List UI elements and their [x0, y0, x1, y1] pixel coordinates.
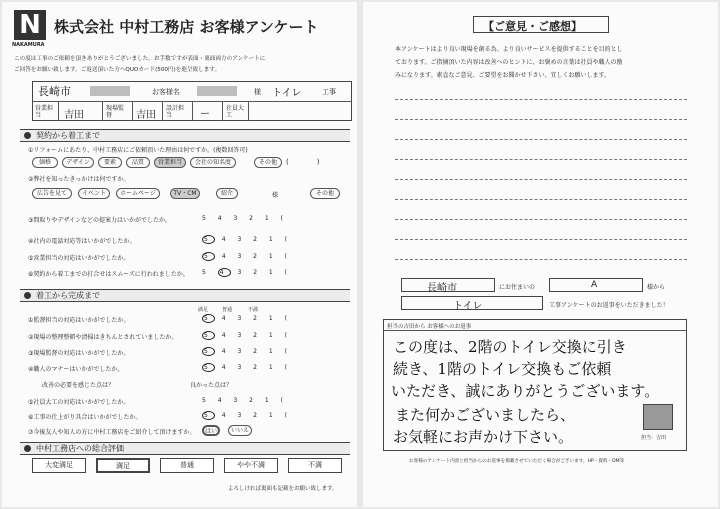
reason-option-4[interactable]: 営業担当: [154, 157, 186, 168]
reason-option-5[interactable]: 会社の知名度: [190, 157, 236, 168]
resident-label: にお住まいの: [499, 284, 536, 291]
s2-question-2: ②現場の整理整頓や清掃はきちんとされていましたか。: [28, 334, 178, 341]
customer-name-redacted-2: [197, 86, 237, 96]
intro-line-1: この度は工事のご依頼を頂きありがとうございました。お手数ですが表面・裏面両方のアンケートに: [14, 56, 266, 62]
reason-other-paren: ( ): [286, 158, 320, 166]
publication-note: お客様のアンケート内容と担当からのお返事を掲載させていただく場合がございます。HP・資料・DM等: [409, 459, 625, 464]
intro-line-2: ご回答をお願い致します。ご返送頂いた方へQUOカード(500円)を進呈致します。: [14, 67, 221, 73]
sales-name: 吉田: [64, 110, 84, 121]
section3-title: 中村工務店への総合評価: [36, 444, 124, 453]
customer-name-redacted: [90, 86, 130, 96]
reply-line-2: 続き、1階のトイレ交換もご依頼: [393, 360, 612, 378]
rating-very-satisfied[interactable]: 大変満足: [32, 458, 86, 473]
section1-title: 契約から着工まで: [36, 131, 100, 140]
customer-initial: A: [591, 280, 598, 290]
s2-question-5: ⑤社員大工の対応はいかがでしたか。: [28, 399, 130, 406]
s2-score-2[interactable]: 5 4 3 2 1 (: [204, 332, 292, 339]
section-start-to-completion: [20, 289, 350, 302]
s1-question-4: ④社内の電話対応等はいかがでしたか。: [28, 238, 136, 245]
how-option-4[interactable]: 紹介: [216, 188, 238, 199]
reply-city: 長崎市: [427, 283, 457, 294]
how-honorific: 様: [272, 192, 279, 199]
s2-question-6: ⑥工事の仕上がり具合はいかがでしたか。: [28, 414, 142, 421]
reply-line-4: また何かございましたら、: [395, 406, 576, 424]
q-how: ②弊社を知ったきっかけは何ですか。: [28, 176, 130, 183]
from-label: 様から: [647, 284, 666, 291]
how-option-6[interactable]: その他: [310, 188, 340, 199]
s2-question-1: ①監督担当の対応はいかがでしたか。: [28, 317, 130, 324]
staff-caption: 担当：吉田: [641, 435, 667, 441]
survey-title: 株式会社 中村工務店 お客様アンケート: [54, 18, 319, 36]
section2-title: 着工から完成まで: [36, 291, 100, 300]
comments-title: 【ご意見・ご感想】: [483, 20, 582, 33]
rating-satisfied[interactable]: 満足: [96, 458, 150, 473]
reason-option-1[interactable]: デザイン: [62, 157, 94, 168]
work-type-value: トイレ: [272, 88, 302, 99]
company-logo: N: [14, 10, 46, 40]
customer-label: お客様名: [152, 88, 180, 96]
s1-score-4[interactable]: 5 4 3 2 1 (: [204, 236, 292, 243]
s2-question-4: ④職人のマナーはいかがでしたか。: [28, 366, 124, 373]
site-name: 吉田: [136, 110, 156, 121]
site-label: 現場監督: [106, 105, 125, 119]
s1-question-5: ⑤営業担当の対応はいかがでしたか。: [28, 255, 130, 262]
city-value: 長崎市: [38, 85, 71, 98]
honorific: 様: [254, 88, 261, 96]
survey-back-page: [363, 2, 718, 507]
reason-option-3[interactable]: 品質: [126, 157, 150, 168]
recommend-no[interactable]: いいえ: [228, 425, 252, 436]
reason-option-2[interactable]: 要素: [98, 157, 122, 168]
reply-header: 担当の吉田から お客様へのお返事: [387, 324, 472, 330]
s2-score-5[interactable]: 5 4 3 2 1 (: [202, 397, 288, 404]
s2-good-label: 良かった点は？: [190, 382, 233, 389]
recommend-yes[interactable]: はい: [202, 425, 220, 436]
how-option-2[interactable]: ホームページ: [116, 188, 160, 199]
design-name: ー: [200, 109, 210, 120]
s1-score-6[interactable]: 5 4 3 2 1 (: [202, 269, 292, 276]
scale-header-low: 不満: [248, 307, 259, 313]
s1-score-5[interactable]: 5 4 3 2 1 (: [204, 253, 292, 260]
design-label: 設計担当: [166, 105, 185, 119]
s2-question-3: ③現場監督の対応はいかがでしたか。: [28, 350, 130, 357]
comments-intro-3: みになります。素直なご意見、ご要望をお聞かせ下さい。宜しくお願いします。: [395, 72, 611, 79]
s1-score-3[interactable]: 5 4 3 2 1 (: [202, 215, 288, 222]
s2-score-4[interactable]: 5 4 3 2 1 (: [204, 364, 292, 371]
work-suffix: 工事: [322, 88, 336, 96]
reply-line-5: お気軽にお声かけ下さい。: [393, 428, 574, 446]
rating-neutral[interactable]: 普通: [160, 458, 214, 473]
rating-dissatisfied[interactable]: 不満: [288, 458, 342, 473]
comments-intro-2: ております。ご指摘頂いた内容は改善へのヒントに、お褒めの言葉は社員や職人の励: [395, 59, 623, 66]
s2-improve-label: 改善の必要を感じた点は？: [42, 382, 115, 389]
comments-intro-1: 本アンケートはより良い現場を創る為、より良いサービスを提供することを目的とし: [395, 46, 623, 53]
reply-work-type: トイレ: [453, 301, 483, 312]
how-option-3[interactable]: TV・CM: [170, 188, 200, 199]
reply-line-1: この度は、2階のトイレ交換に引き: [393, 338, 627, 356]
sales-label: 営業担当: [35, 105, 54, 119]
how-option-1[interactable]: イベント: [78, 188, 110, 199]
s1-question-3: ③間取りやデザインなどの提案力はいかがでしたか。: [28, 217, 171, 224]
how-option-0[interactable]: 広告を見て: [32, 188, 72, 199]
staff-photo: [643, 404, 673, 430]
scale-header-mid: 普通: [222, 307, 233, 313]
footer-note: よろしければ裏面も記載をお願い致します。: [228, 486, 338, 492]
q-reason: ①リフォームにあたり、中村工務店にご依頼頂いた理由は何ですか。(複数回答可): [28, 147, 248, 154]
s1-question-6: ⑥契約から着工までの打合せはスムーズに行われましたか。: [28, 271, 189, 278]
rating-somewhat-dissatisfied[interactable]: やや不満: [224, 458, 278, 473]
survey-front-page: [2, 2, 357, 507]
s2-score-3[interactable]: 5 4 3 2 1 (: [204, 348, 292, 355]
section-overall-rating: [20, 442, 350, 455]
s2-score-6[interactable]: 5 4 3 2 1 (: [204, 412, 292, 419]
section-contract-to-start: [20, 129, 350, 142]
staff-label: 社員大工: [226, 105, 245, 119]
reason-option-0[interactable]: 価格: [32, 157, 58, 168]
logo-caption: NAKAMURA: [12, 42, 45, 48]
scale-header-high: 満足: [198, 307, 209, 313]
s2-question-7: ⑦今後友人や知人の方に中村工務店をご紹介して頂けますか。: [28, 429, 196, 436]
reply-line-3: いただき、誠にありがとうございます。: [391, 382, 660, 400]
s2-score-1[interactable]: 5 4 3 2 1 (: [204, 315, 292, 322]
reply-work-suffix: 工事アンケートのお返事をいただきました！: [549, 302, 669, 309]
reason-option-6[interactable]: その他: [254, 157, 282, 168]
